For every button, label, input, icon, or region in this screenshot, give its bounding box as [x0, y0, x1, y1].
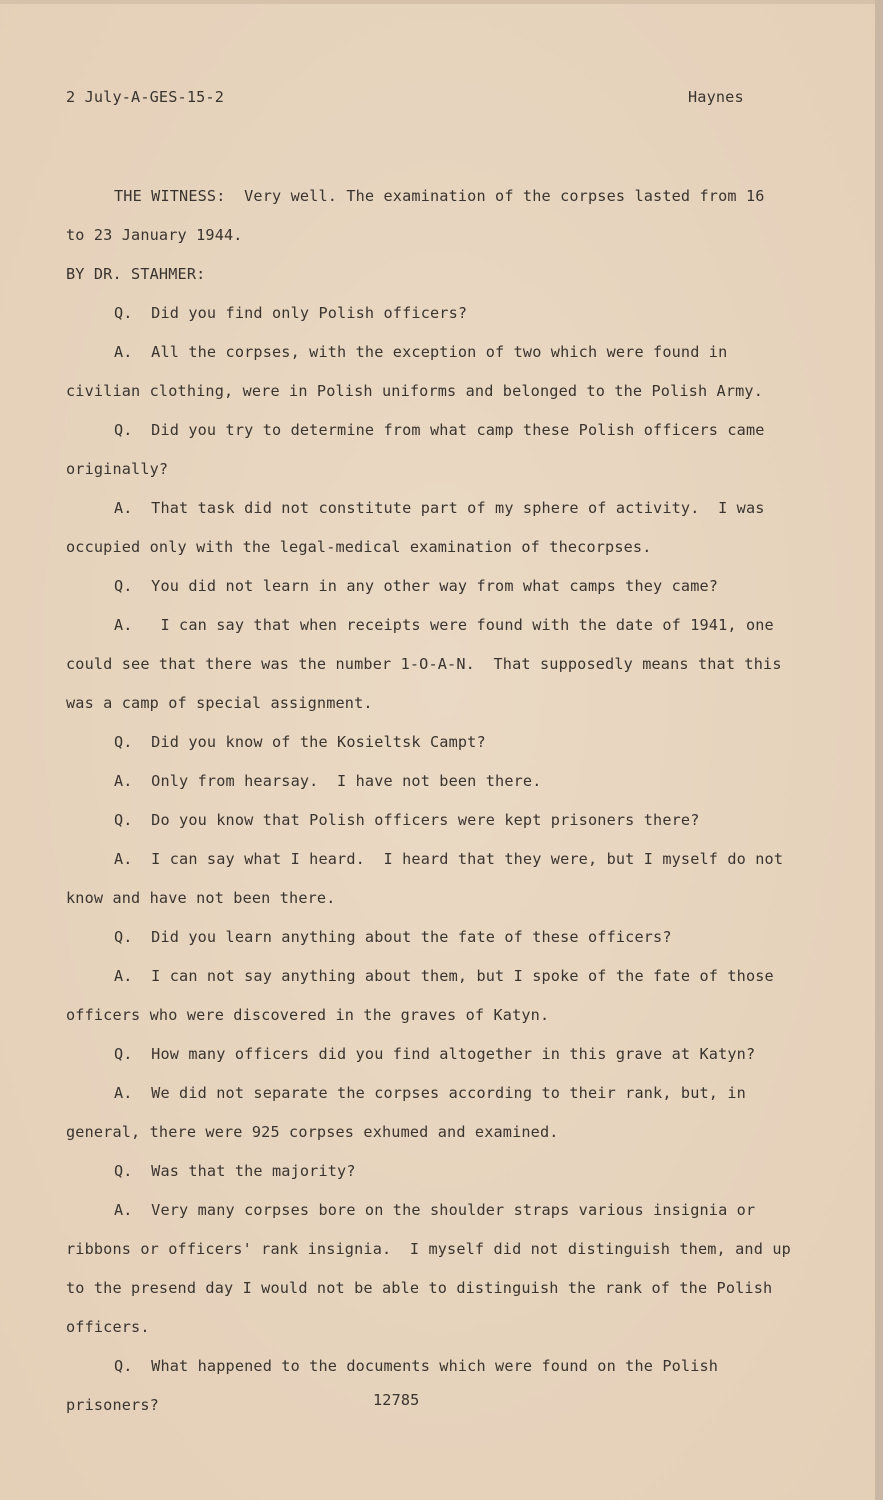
transcript-line: originally? — [66, 460, 169, 478]
transcript-line: BY DR. STAHMER: — [66, 265, 206, 283]
document-reference: 2 July-A-GES-15-2 — [66, 88, 224, 106]
transcript-line: Q. Do you know that Polish officers were kept prisoners there? — [114, 811, 700, 829]
transcript-line: to 23 January 1944. — [66, 226, 243, 244]
transcript-line: Q. Did you try to determine from what camp these Polish officers came — [114, 421, 765, 439]
transcript-line: Q. Did you find only Polish officers? — [114, 304, 468, 322]
transcript-line: A. That task did not constitute part of my sphere of activity. I was — [114, 499, 765, 517]
transcript-line: prisoners? — [66, 1396, 159, 1414]
transcript-line: Q. Did you know of the Kosieltsk Campt? — [114, 733, 486, 751]
transcript-line: officers who were discovered in the graves of Katyn. — [66, 1006, 550, 1024]
transcript-line: to the presend day I would not be able to distinguish the rank of the Polish — [66, 1279, 773, 1297]
transcript-line: A. I can say what I heard. I heard that they were, but I myself do not — [114, 850, 784, 868]
transcript-line: Q. Was that the majority? — [114, 1162, 356, 1180]
transcript-line: A. All the corpses, with the exception of two which were found in — [114, 343, 728, 361]
reporter-name: Haynes — [688, 88, 744, 106]
transcript-line: THE WITNESS: Very well. The examination of the corpses lasted from 16 — [114, 187, 765, 205]
transcript-line: A. We did not separate the corpses according to their rank, but, in — [114, 1084, 746, 1102]
transcript-line: occupied only with the legal-medical examination of thecorpses. — [66, 538, 652, 556]
transcript-line: was a camp of special assignment. — [66, 694, 373, 712]
transcript-line: Q. Did you learn anything about the fate of these officers? — [114, 928, 672, 946]
transcript-line: know and have not been there. — [66, 889, 336, 907]
transcript-line: Q. You did not learn in any other way from what camps they came? — [114, 577, 719, 595]
transcript-line: A. I can say that when receipts were found with the date of 1941, one — [114, 616, 774, 634]
page-top-edge — [0, 0, 883, 4]
page-right-edge — [875, 0, 883, 1500]
transcript-line: general, there were 925 corpses exhumed and examined. — [66, 1123, 559, 1141]
transcript-line: could see that there was the number 1-O-A-N. That supposedly means that this — [66, 655, 782, 673]
transcript-line: civilian clothing, were in Polish uniforms and belonged to the Polish Army. — [66, 382, 764, 400]
transcript-line: A. I can not say anything about them, but I spoke of the fate of those — [114, 967, 774, 985]
transcript-line: ribbons or officers' rank insignia. I myself did not distinguish them, and up — [66, 1240, 791, 1258]
transcript-line: A. Very many corpses bore on the shoulder straps various insignia or — [114, 1201, 756, 1219]
transcript-line: officers. — [66, 1318, 150, 1336]
transcript-line: A. Only from hearsay. I have not been there. — [114, 772, 542, 790]
transcript-line: Q. How many officers did you find altogether in this grave at Katyn? — [114, 1045, 756, 1063]
transcript-body — [66, 183, 826, 1431]
transcript-line: Q. What happened to the documents which were found on the Polish — [114, 1357, 719, 1375]
page-number: 12785 — [373, 1391, 420, 1409]
